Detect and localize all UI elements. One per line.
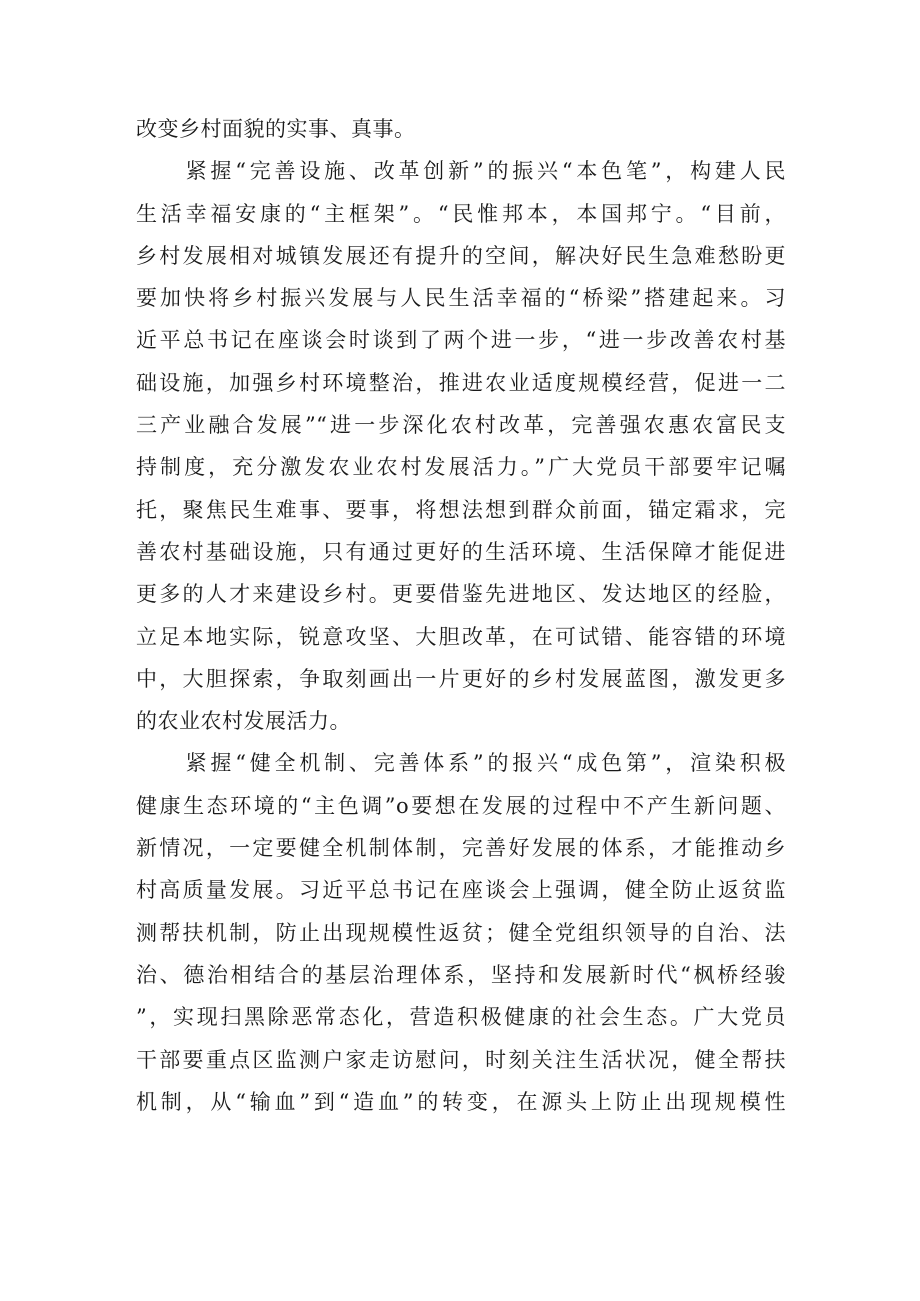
paragraph-2 (136, 150, 786, 742)
text-line: 础设施，加强乡村环境整治，推进农业适度规模经营，促进一二 (136, 370, 786, 395)
text-line: 测帮扶机制，防止出现规模性返贫；健全党组织领导的自治、法 (136, 920, 786, 945)
text-line: 新情况，一定要健全机制体制，完善好发展的体系，才能推动乡 (136, 836, 786, 861)
text-line: 紧握“完善设施、改革创新”的振兴“本色笔”，构建人民 (136, 159, 786, 184)
text-line: 生活幸福安康的“主框架”。“民惟邦本，本国邦宁。“目前， (136, 201, 786, 226)
document-page (136, 108, 786, 1123)
text-line: 持制度，充分激发农业农村发展活力。”广大党员干部要牢记嘱 (136, 455, 786, 480)
text-line: 近平总书记在座谈会时谈到了两个进一步，“进一步改善农村基 (136, 328, 786, 353)
text-line: 机制，从“输血”到“造血”的转变，在源头上防止出现规模性 (136, 1089, 786, 1114)
paragraph-1 (136, 108, 786, 150)
text-line: 要加快将乡村振兴发展与人民生活幸福的“桥梁”搭建起来。习 (136, 286, 786, 311)
text-line: 善农村基础设施，只有通过更好的生活环境、生活保障才能促进 (136, 539, 786, 564)
text-line: 更多的人才来建设乡村。更要借鉴先进地区、发达地区的经脸， (136, 582, 786, 607)
paragraph-3 (136, 742, 786, 1123)
text-line: 乡村发展相对城镇发展还有提升的空间，解决好民生急难愁盼更 (136, 243, 786, 268)
text-line: 健康生态环境的“主色调”o要想在发展的过程中不产生新问题、 (136, 793, 786, 818)
text-line: 的农业农村发展活力。 (136, 709, 351, 734)
text-line: 改变乡村面貌的实事、真事。 (136, 117, 416, 141)
text-line: 托，聚焦民生难事、要事，将想法想到群众前面，锚定霜求，完 (136, 497, 786, 522)
text-line: 中，大胆探索，争取刻画出一片更好的乡村发展蓝图，激发更多 (136, 666, 786, 691)
text-line: 干部要重点区监测户家走访慰问，时刻关注生活状况，健全帮扶 (136, 1047, 786, 1072)
text-line: 村高质量发展。习近平总书记在座谈会上强调，健全防止返贫监 (136, 878, 786, 903)
text-line: 紧握“健全机制、完善体系”的报兴“成色第”，渲染积极 (136, 751, 786, 776)
text-line: ”，实现扫黑除恶常态化，营造积极健康的社会生态。广大党员 (136, 1005, 786, 1030)
text-line: 治、德治相结合的基层治理体系，坚持和发展新时代“枫桥经骏 (136, 962, 786, 987)
text-line: 立足本地实际，锐意攻坚、大胆改革，在可试错、能容错的环境 (136, 624, 786, 649)
text-line: 三产业融合发展”“进一步深化农村改革，完善强农惠农富民支 (136, 413, 786, 438)
